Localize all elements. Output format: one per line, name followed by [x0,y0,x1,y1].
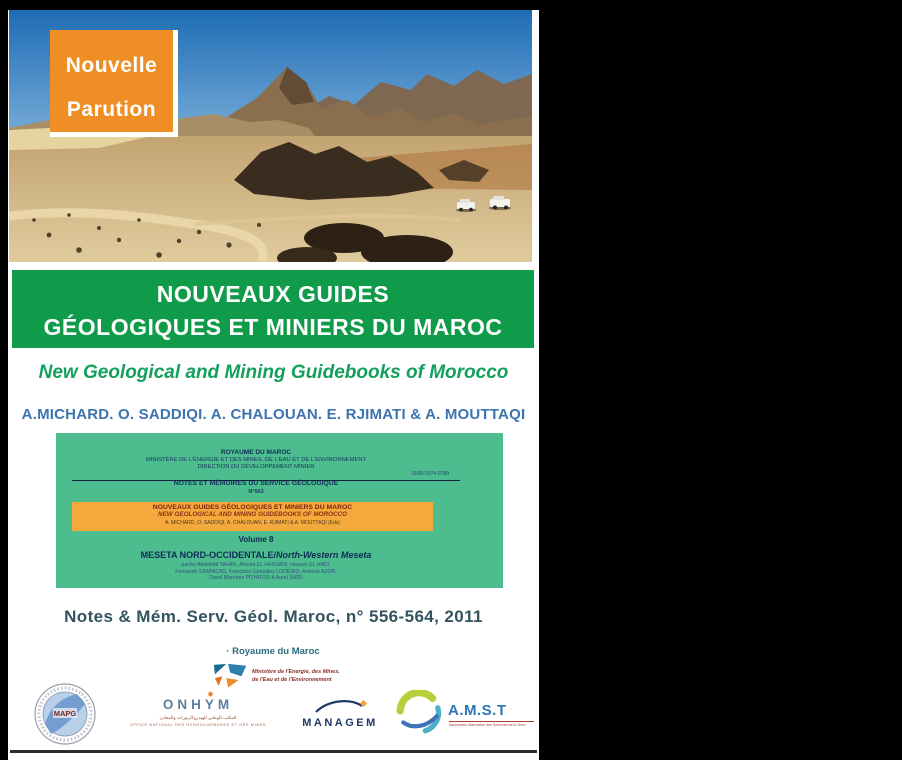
cover-authors-line: Fernando SIMANCAS, Francisco González LODEIRO, Antonio AZOR, [175,568,337,575]
book-cover [56,433,503,588]
managem-wordmark: MANAGEM [302,717,378,729]
ministry-logo-icon [212,662,250,690]
managem-arc-icon [308,696,372,714]
onhym-full-name: OFFICE NATIONAL DES HYDROCARBURES ET DES MINES [129,722,267,727]
cover-direction: DIRECTION DU DÉVELOPPEMENT MINIER [197,464,315,470]
ministry-emblem-icon [212,662,250,691]
cover-issn: ISSN 0374-9789 [412,471,449,477]
amst-full-name: Association Marocaine des Sciences de la Terre [449,721,534,727]
royaume-du-maroc-label: · Royaume du Maroc [226,646,320,657]
cover-volume-title [56,550,456,560]
ministry-name-line: Ministère de l'Energie, des Mines, [252,669,340,675]
onhym-label: ONHYM [162,697,234,712]
title-line-1: NOUVEAUX GUIDES [156,281,390,307]
onhym-star-icon: ✷ [207,690,214,699]
footer-rule [10,750,537,753]
cover-title-en: North-Western Meseta [275,550,372,560]
cover-authors-line: par/by Abdellatif TAHIRI, Ahmed EL HASSANI, Hassan EL HADI, [181,562,331,568]
amst-wordmark: A.M.S.T [448,702,507,719]
title-line-2: GÉOLOGIQUES ET MINIERS DU MAROC [43,314,503,341]
subtitle-english: New Geological and Mining Guidebooks of Morocco [38,362,509,383]
cover-ministere: MINISTÈRE DE L'ÉNERGIE ET DES MINES, DE L'EAU ET DE L'ENVIRONNEMENT [145,457,367,463]
cover-orange-box [72,502,433,531]
cover-title-fr: MESETA NORD-OCCIDENTALE/ [140,550,276,560]
onhym-wordmark [162,690,234,712]
cover-volume: Volume 8 [238,535,274,544]
cover-number: N°563 [248,489,264,495]
book-cover-header [56,433,456,495]
ministry-name [252,668,340,685]
editors-line: A.MICHARD. O. SADDIQI. A. CHALOUAN. E. RJIMATI & A. MOUTTAQI [21,406,526,423]
amst-globe-icon [396,690,442,736]
cover-authors [56,562,456,582]
cover-box-title-fr: NOUVEAUX GUIDES GÉOLOGIQUES ET MINIERS DU MAROC [152,504,353,511]
mapg-logo [33,682,97,746]
new-release-badge [50,30,178,137]
ministry-name-line: de l'Eau et de l'Environnement [252,677,332,684]
badge-line-2: Parution [66,98,157,122]
managem-logo [290,696,390,729]
poster-page [8,10,539,760]
cover-box-editors: A. MICHARD, O. SADDIQI, A. CHALOUAN, E. RJIMATI & A. MOUTTAQI (Eds) [164,519,341,526]
onhym-arabic-name: المكتب الوطني للهيدروكاربورات والمعادن [159,715,237,720]
cover-box-title-en: NEW GEOLOGICAL AND MINING GUIDEBOOKS OF MOROCCO [158,511,347,518]
mapg-seal-icon [33,682,97,746]
amst-sphere-icon [396,690,442,736]
title-banner [12,270,534,348]
cover-series: NOTES ET MÉMOIRES DU SERVICE GÉOLOGIQUE [173,480,339,487]
badge-line-1: Nouvelle [65,54,158,77]
mapg-wordmark: MAPG [53,709,77,718]
cover-divider [72,480,460,481]
cover-authors-line: David Martínez POYATOS & Aurel SAÏDI [209,575,303,581]
citation-line: Notes & Mém. Serv. Géol. Maroc, n° 556-564, 2011 [64,607,483,626]
cover-royaume: ROYAUME DU MAROC [220,449,292,456]
onhym-logo [118,690,278,727]
